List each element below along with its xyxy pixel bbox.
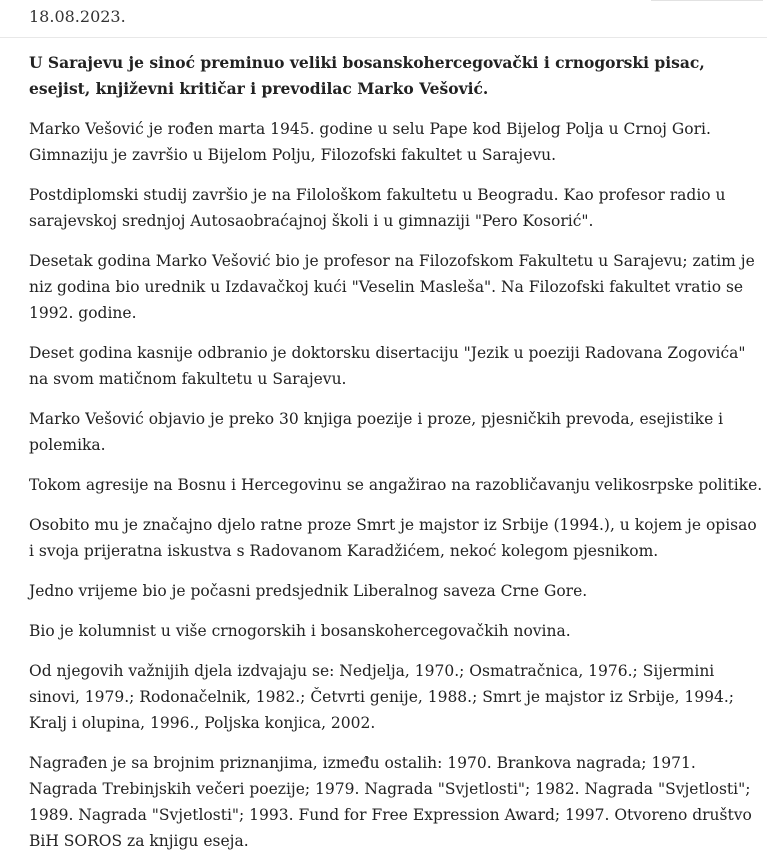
article-lead: U Sarajevu je sinoć preminuo veliki bosanskohercegovački i crnogorski pisac, esejist, književni kritičar i prevodilac Marko Vešović. (29, 53, 705, 98)
article-paragraph-awards: Nagrađen je sa brojnim priznanjima, između ostalih: 1970. Brankova nagrada; 1971. Nagrada Trebinjskih večeri poezije; 1979. Nagrada "Svjetlosti"; 1982. Nagrada "Svjetlosti"; 1989. Nagrada "Svjetlosti"; 1993. Fund for Free Expression Award; 1997. Otvoreno društvo BiH SOROS za knjigu eseja. (29, 754, 752, 850)
article-date: 18.08.2023. (29, 7, 126, 26)
date-divider (0, 37, 767, 38)
article-body (29, 50, 765, 868)
article-paragraph-doctorate: Deset godina kasnije odbranio je doktorsku disertaciju "Jezik u poeziji Radovana Zogovića" na svom matičnom fakultetu u Sarajevu. (29, 344, 746, 388)
article-paragraph-columnist: Bio je kolumnist u više crnogorskih i bosanskohercegovačkih novina. (29, 622, 571, 640)
article-paragraph-works: Od njegovih važnijih djela izdvajaju se: Nedjelja, 1970.; Osmatračnica, 1976.; Sijermini sinovi, 1979.; Rodonačelnik, 1982.; Četvrti genije, 1988.; Smrt je majstor iz Srbije, 1994.; Kralj i olupina, 1996., Poljska konjica, 2002. (29, 662, 735, 732)
article-paragraph-war-prose: Osobito mu je značajno djelo ratne proze Smrt je majstor iz Srbije (1994.), u kojem je opisao i svoja prijeratna iskustva s Radovanom Karadžićem, nekoć kolegom pjesnikom. (29, 516, 757, 560)
article-paragraph-postgraduate: Postdiplomski studij završio je na Filološkom fakultetu u Beogradu. Kao profesor radio u sarajevskoj srednjoj Autosaobraćajnoj školi i u gimnaziji "Pero Kosorić". (29, 186, 726, 230)
top-divider (651, 0, 763, 1)
article-paragraph-birth: Marko Vešović je rođen marta 1945. godine u selu Pape kod Bijelog Polja u Crnoj Gori. Gimnaziju je završio u Bijelom Polju, Filozofski fakultet u Sarajevu. (29, 120, 711, 164)
article-paragraph-publications: Marko Vešović objavio je preko 30 knjiga poezije i proze, pjesničkih prevoda, esejistike i polemika. (29, 410, 724, 454)
article-paragraph-aggression: Tokom agresije na Bosnu i Hercegovinu se angažirao na razobličavanju velikosrpske politike. (29, 476, 763, 494)
article-paragraph-liberal-alliance: Jedno vrijeme bio je počasni predsjednik Liberalnog saveza Crne Gore. (29, 582, 588, 600)
article-paragraph-professor: Desetak godina Marko Vešović bio je profesor na Filozofskom Fakultetu u Sarajevu; zatim je niz godina bio urednik u Izdavačkoj kući "Veselin Masleša". Na Filozofski fakultet vratio se 1992. godine. (29, 252, 755, 322)
